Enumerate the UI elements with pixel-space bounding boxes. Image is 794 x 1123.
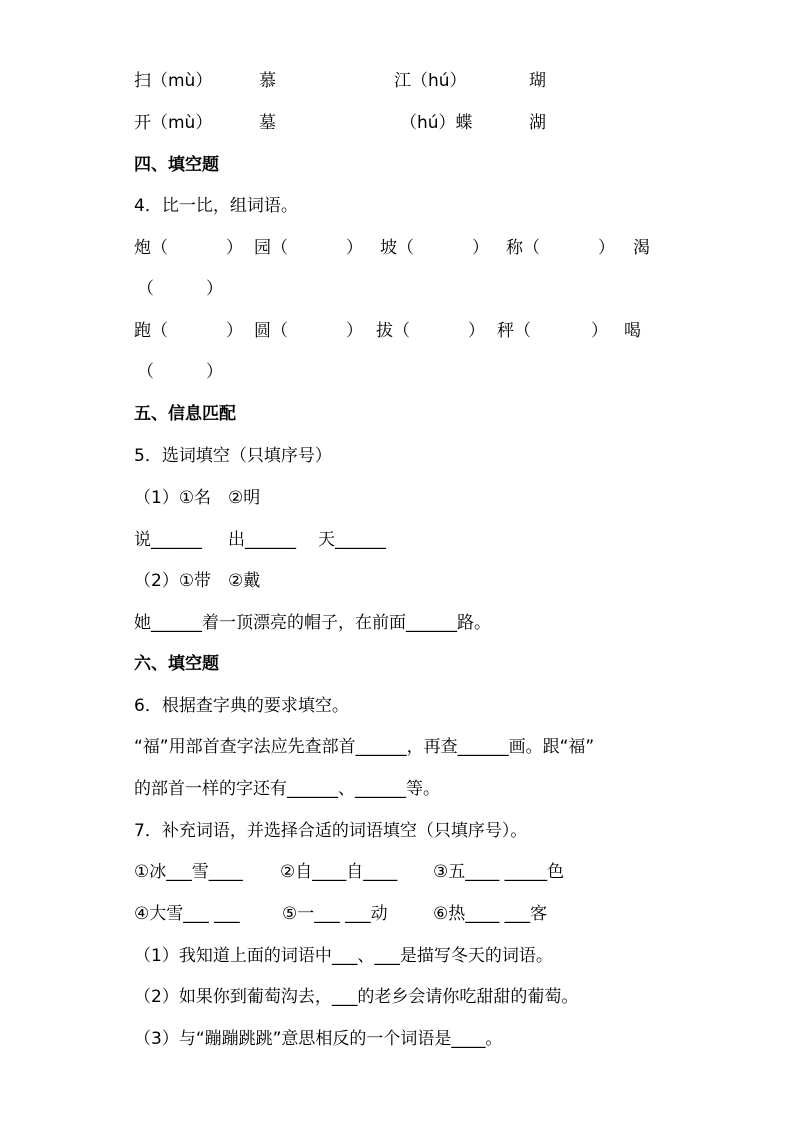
- pair-word: 开（mù）: [134, 113, 213, 133]
- char-bracket: 炮（: [134, 238, 168, 258]
- bracket-close: ）: [226, 238, 243, 258]
- idiom-item: ②自____自____: [280, 862, 398, 882]
- char-bracket: 拔（: [376, 321, 410, 341]
- bracket-close: ）: [346, 238, 363, 258]
- question-6: 6．根据查字典的要求填空。: [134, 696, 349, 716]
- fill-blank: 说______: [134, 530, 202, 550]
- bracket-close: ）: [591, 321, 608, 341]
- compare-row-a: [0, 233, 794, 263]
- q6-line-1: “福”用部首查字法应先查部首______，再查______画。跟“福”: [134, 737, 595, 757]
- section-heading-5: 五、信息匹配: [134, 404, 236, 424]
- fill-blank: 出______: [228, 530, 296, 550]
- pair-row-2: [0, 108, 794, 138]
- char-bracket: 园（: [254, 238, 288, 258]
- section-heading-6: 六、填空题: [134, 654, 219, 674]
- compare-row-b: [0, 316, 794, 346]
- char-bracket: 圆（: [254, 321, 288, 341]
- idiom-item: ①冰___雪____: [134, 862, 243, 882]
- q5-part1-options: （1）①名 ②明: [134, 488, 261, 508]
- pair-word: 湖: [529, 113, 546, 133]
- char-bracket: 跑（: [134, 321, 168, 341]
- char-bracket: 秤（: [497, 321, 531, 341]
- q7-sub-1: （1）我知道上面的词语中___、___是描写冬天的词语。: [134, 946, 553, 966]
- char: 渴: [633, 238, 650, 258]
- bracket-close: ）: [226, 321, 243, 341]
- q7-row-1: [0, 857, 794, 887]
- q5-part2-sentence: 她______着一顶漂亮的帽子，在前面______路。: [134, 613, 491, 633]
- compare-row-a-wrap: （ ）: [137, 279, 223, 299]
- pair-word: 瑚: [529, 71, 546, 91]
- question-5: 5．选词填空（只填序号）: [134, 446, 332, 466]
- q5-part2-options: （2）①带 ②戴: [134, 571, 261, 591]
- pair-word: 扫（mù）: [134, 71, 213, 91]
- pair-row-1: [0, 66, 794, 96]
- idiom-item: ④大雪___ ___: [134, 904, 240, 924]
- q7-sub-2: （2）如果你到葡萄沟去，___的老乡会请你吃甜甜的葡萄。: [134, 987, 579, 1007]
- idiom-item: ⑥热____ ___客: [433, 904, 548, 924]
- pair-word: （hú）蝶: [400, 113, 473, 133]
- idiom-item: ③五____ _____色: [433, 862, 565, 882]
- pair-word: 慕: [259, 71, 276, 91]
- q7-sub-3: （3）与“蹦蹦跳跳”意思相反的一个词语是____。: [134, 1029, 503, 1049]
- bracket-close: ）: [472, 238, 489, 258]
- q7-row-2: [0, 899, 794, 929]
- char: 喝: [624, 321, 641, 341]
- compare-row-b-wrap: （ ）: [137, 362, 223, 382]
- fill-blank: 天______: [318, 530, 386, 550]
- question-4: 4．比一比，组词语。: [134, 196, 298, 216]
- q5-part1-blanks: [0, 525, 794, 555]
- q6-line-2: 的部首一样的字还有______、______等。: [134, 779, 440, 799]
- char-bracket: 坡（: [380, 238, 414, 258]
- bracket-close: ）: [598, 238, 615, 258]
- pair-word: 墓: [259, 113, 276, 133]
- bracket-close: ）: [468, 321, 485, 341]
- pair-word: 江（hú）: [394, 71, 467, 91]
- char-bracket: 称（: [506, 238, 540, 258]
- question-7: 7．补充词语，并选择合适的词语填空（只填序号）。: [134, 821, 528, 841]
- section-heading-4: 四、填空题: [134, 155, 219, 175]
- bracket-close: ）: [346, 321, 363, 341]
- idiom-item: ⑤一___ ___动: [282, 904, 388, 924]
